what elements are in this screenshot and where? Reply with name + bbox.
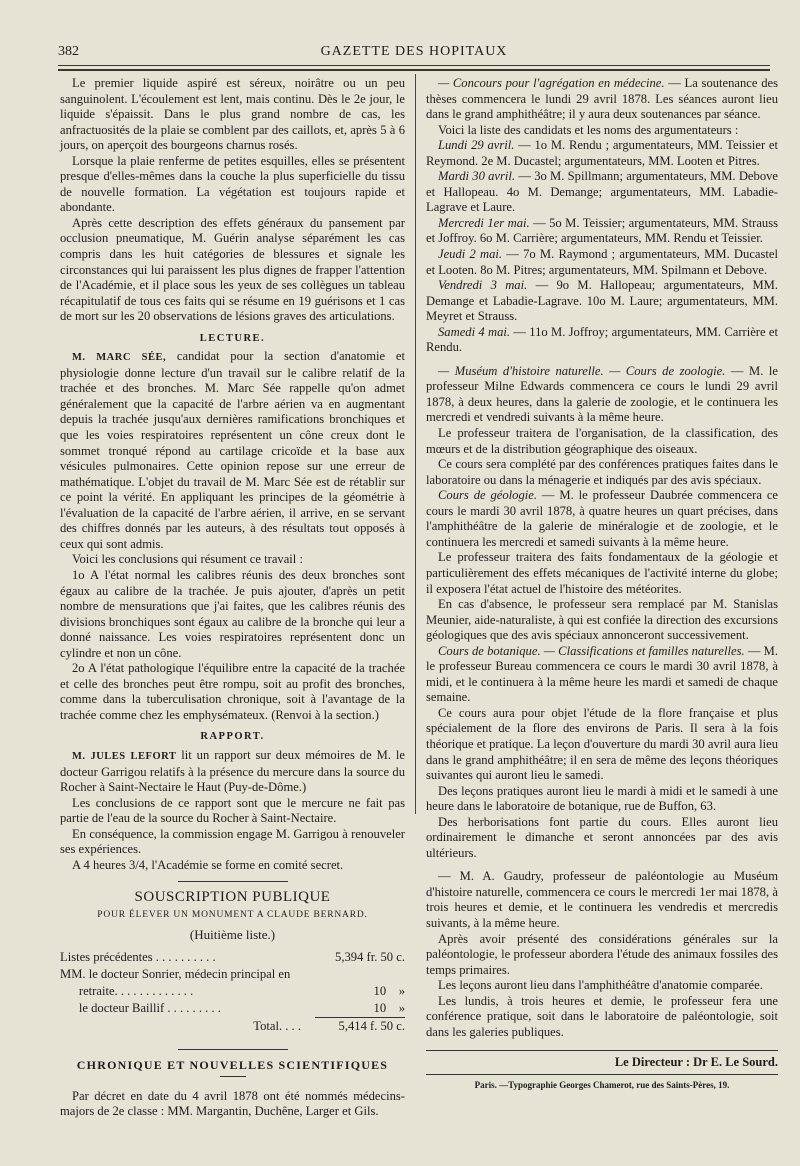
session-entry [426, 278, 778, 325]
subscription-list-number: (Huitième liste.) [189, 927, 276, 943]
page-header [58, 44, 770, 62]
session-text: — 9o M. Hallopeau; argumentateurs, MM. Demange et Labadie-Lagrave. 10o M. Laure; argumentateurs, MM. Meyret et Strauss. [426, 278, 778, 324]
session-entry [426, 325, 778, 356]
subscription-title: SOUSCRIPTION PUBLIQUE [134, 889, 331, 906]
left-column [60, 76, 405, 1120]
subscription-table [60, 949, 405, 1035]
author-name: M. JULES LEFORT [72, 750, 177, 762]
section-heading-chronique: CHRONIQUE ET NOUVELLES SCIENTIFIQUES [76, 1057, 389, 1072]
paragraph: Après avoir présenté des considérations générales sur la paléontologie, le professeur abordera l'étude des animaux fossiles des temps primaires. [426, 931, 778, 977]
session-text: — 11o M. Joffroy; argumentateurs, MM. Carrière et Rendu. [426, 324, 778, 355]
session-entry [426, 169, 778, 216]
paragraph-text: candidat pour la section d'anatomie et physiologie donne lecture d'un travail sur le calibre relatif de la trachée et des bronches. M. Marc Sée rappelle qu'on admet généralement que la capacité de l'arbre aérien va en augmentant depuis la trachée jusqu'aux dernières ramifications bronchiques et que les voies respiratoires représentent un cône creux dont le sommet tronqué répond au cartilage cricoïde et la base aux vésicules pulmonaires. Cette opinion repose sur une erreur de mathématique. L'objet du travail de M. Marc Sée est de rétablir sur ce point la vérité. En appliquant les principes de la géométrie à l'évaluation de la capacité de l'arbre aérien, il arrive, en se servant des chiffres donnés par les auteurs, à des résultats tout opposés à ceux qui sont admis. [60, 349, 405, 551]
paragraph: Des leçons pratiques auront lieu le mardi à midi et le samedi à une heure dans le laboratoire de botanique, rue de Buffon, 63. [426, 783, 778, 814]
header-rule [58, 65, 770, 66]
paragraph: Les conclusions de ce rapport sont que le mercure ne fait pas partie de l'eau de la source du Rocher à Saint-Nectaire. [60, 795, 405, 826]
row-amount [315, 966, 405, 983]
paragraph: Lorsque la plaie renferme de petites esquilles, elles se présentent presque d'elles-mêmes dans la couche la plus superficielle du tissu de nouvelle formation. La végétation est toujours rapide et abondante. [60, 153, 405, 215]
paragraph: Les leçons auront lieu dans l'amphithéâtre d'anatomie comparée. [438, 978, 763, 993]
paragraph-text: — La soutenance des thèses commencera le lundi 29 avril 1878. Les séances auront lieu dans le grand amphithéâtre; il y aura deux soutenances par séance. [426, 76, 778, 122]
section-heading-rapport: RAPPORT. [200, 731, 265, 743]
row-amount: 5,394 fr. 50 c. [335, 949, 405, 964]
paragraph [60, 748, 405, 796]
page-number: 382 [58, 44, 79, 59]
paragraph: Après cette description des effets généraux du pansement par occlusion pneumatique, M. Guérin analyse séparément les cas compris dans les huit catégories de blessures et signale les circonstances qui lui paraissent les plus dignes de frapper l'attention de l'Académie, et il place sous les yeux de ses collègues un tableau récapitulatif de tous ces faits qui se résume en 19 guérisons et 1 cas de mort sur les 20 observations de lésions graves des articulations. [60, 215, 405, 324]
row-amount: 10 » [373, 1000, 405, 1015]
paragraph [426, 488, 778, 550]
printer-imprint: Paris. —Typographie Georges Chamerot, rue des Saints-Pères, 19. [474, 1079, 730, 1090]
row-label: Listes précédentes . . . . . . . . . . [60, 949, 216, 964]
session-day: Jeudi 2 mai. [438, 247, 503, 262]
table-row [60, 966, 405, 983]
director-line: Le Directeur : Dr E. Le Sourd. [426, 1050, 778, 1075]
session-day: Vendredi 3 mai. [438, 278, 528, 293]
paragraph: A 4 heures 3/4, l'Académie se forme en comité secret. [72, 857, 344, 872]
paragraph [60, 349, 405, 552]
section-title: — Muséum d'histoire naturelle. — Cours de zoologie. [438, 363, 726, 378]
session-entry [426, 216, 778, 247]
paragraph-text: — M. le professeur Daubrée commencera ce cours le mardi 30 avril 1878, à quatre heures un quart précises, dans l'amphithéâtre de la galerie de minéralogie et de zoologie, et le continuera les mercredi et samedi suivants à la même heure. [426, 488, 778, 549]
table-row [60, 1000, 405, 1018]
table-row-total [60, 1017, 405, 1035]
session-entry [426, 247, 778, 278]
author-name: M. MARC SÉE, [72, 352, 167, 364]
header-rule-thick [58, 69, 770, 71]
paragraph: Voici la liste des candidats et les noms des argumentateurs : [438, 122, 739, 137]
paragraph-text: — M. le professeur Milne Edwards commencera ce cours le lundi 29 avril 1878, à deux heures, dans la galerie de zoologie, et le continuera les mercredi et vendredi suivants à la même heure. [426, 363, 778, 425]
paragraph: En cas d'absence, le professeur sera remplacé par M. Stanislas Meunier, aide-naturaliste, à qui est confiée la direction des excursions géologiques que des avis spéciaux annonceront successivement. [426, 597, 778, 643]
paragraph: Ce cours aura pour objet l'étude de la flore française et plus spécialement de la flore des environs de Paris. Il sera à la fois théorique et pratique. La leçon d'ouverture du mardi 30 avril aura lieu dans le grand amphithéâtre; il en sera de même des leçons théoriques suivantes qui auront lieu le samedi. [426, 705, 778, 783]
paragraph [426, 76, 778, 123]
journal-title: GAZETTE DES HOPITAUX [320, 44, 508, 59]
session-text: — 5o M. Teissier; argumentateurs, MM. Strauss et Joffroy. 6o M. Carrière; argumentateurs, MM. Rendu et Teissier. [426, 215, 779, 246]
column-divider [415, 74, 416, 814]
session-day: Mercredi 1er mai. [438, 215, 530, 230]
session-day: Mardi 30 avril. [438, 169, 516, 184]
section-title: Cours de géologie. [438, 488, 538, 503]
paragraph: Ce cours sera complété par des conférences pratiques faites dans le laboratoire ou dans la ménagerie et indiqués par des avis spéciaux. [426, 457, 778, 487]
session-day: Lundi 29 avril. [438, 138, 515, 153]
section-title: Cours de botanique. — Classifications et familles naturelles. [438, 643, 745, 658]
total-amount: 5,414 f. 50 c. [315, 1017, 405, 1035]
paragraph [426, 644, 778, 706]
row-label: MM. le docteur Sonrier, médecin principal en [60, 966, 291, 981]
separator [178, 1049, 288, 1050]
paragraph: Le professeur traitera de l'organisation, de la classification, des mœurs et de la distribution géographique des oiseaux. [426, 426, 778, 456]
table-row [60, 949, 405, 966]
paragraph: Par décret en date du 4 avril 1878 ont été nommés médecins-majors de 2e classe : MM. Margantin, Duchêne, Larger et Gils. [60, 1088, 405, 1119]
paragraph-text: lit un rapport sur deux mémoires de M. le docteur Garrigou relatifs à la présence du mercure dans la source du Rocher à Saint-Nectaire le Haut (Puy-de-Dôme.) [60, 747, 405, 795]
separator [178, 881, 288, 882]
paragraph: Le professeur traitera des faits fondamentaux de la géologie et particulièrement des effets mécaniques de l'activité interne du globe; il exposera l'état actuel de l'histoire des météorites. [426, 550, 778, 596]
paragraph: Voici les conclusions qui résument ce travail : [72, 552, 303, 567]
paragraph [426, 364, 778, 426]
separator [220, 1076, 246, 1077]
right-column [426, 76, 778, 1093]
paragraph-text: — M. le professeur Bureau commencera ce cours le mardi 30 avril 1878, à midi, et le continuera à la même heure les mardi et samedi de chaque semaine. [426, 643, 778, 705]
section-title: — Concours pour l'agrégation en médecine. [438, 76, 665, 90]
paragraph: — M. A. Gaudry, professeur de paléontologie au Muséum d'histoire naturelle, commencera ce cours le mercredi 1er mai 1878, à trois heures et demie, et le continuera les vendredis et mercredis suivants, à la même heure. [426, 869, 778, 930]
paragraph: Des herborisations font partie du cours. Elles auront lieu ordinairement le dimanche et seront annoncées par des avis ultérieurs. [426, 814, 778, 860]
session-text: — 1o M. Rendu ; argumentateurs, MM. Teissier et Reymond. 2e M. Ducastel; argumentateurs, MM. Looten et Pitres. [426, 138, 778, 168]
session-text: — 7o M. Raymond ; argumentateurs, MM. Ducastel et Looten. 8o M. Pitres; argumentateurs, MM. Spilmann et Debove. [426, 247, 778, 277]
paragraph: Les lundis, à trois heures et demie, le professeur fera une conférence pratique, soit dans le laboratoire de paléontologie, soit dans les galeries publiques. [426, 993, 778, 1039]
row-amount: 10 » [373, 983, 405, 998]
table-row [60, 983, 405, 1000]
row-label: retraite. . . . . . . . . . . . . [60, 983, 194, 998]
paragraph: 1o A l'état normal les calibres réunis des deux bronches sont égaux au calibre de la trachée. Je puis ajouter, d'après un petit nombre de mensurations que j'ai faites, que les calibres réunis des divisions bronchiques sont égaux au calibre de la bronche qui leur a donné naissance. Les voies respiratoires représentent donc un cylindre et non un cône. [60, 567, 405, 660]
session-day: Samedi 4 mai. [438, 324, 511, 339]
paragraph: 2o A l'état pathologique l'équilibre entre la capacité de la trachée et celle des bronches peut être rompu, soit au profit des bronches, comme dans la tuberculisation chronique, soit à l'avantage de la trachée comme chez les emphysémateux. (Renvoi à la section.) [60, 661, 405, 722]
row-label: le docteur Baillif . . . . . . . . . [60, 1001, 221, 1016]
total-label: Total. . . . [253, 1018, 301, 1033]
paragraph: Le premier liquide aspiré est séreux, noirâtre ou un peu sanguinolent. L'écoulement est lent, mais continu. Dès le 2e jour, le liquide s'épaissit. Dans le plus grand nombre de cas, les anfractuosités de la plaie se comblent par des caillots, et, après 5 à 6 jours, on aperçoit des bourgeons charnus rosés. [60, 76, 405, 153]
paragraph: En conséquence, la commission engage M. Garrigou à renouveler ses expériences. [60, 826, 405, 857]
section-heading-lecture: LECTURE. [199, 332, 266, 344]
subscription-subtitle: POUR ÉLEVER UN MONUMENT A CLAUDE BERNARD. [97, 909, 368, 920]
session-entry [426, 138, 778, 169]
session-text: — 3o M. Spillmann; argumentateurs, MM. Debove et Hallopeau. 4o M. Demange; argumentateurs, MM. Labadie-Lagrave et Laure. [426, 169, 778, 215]
